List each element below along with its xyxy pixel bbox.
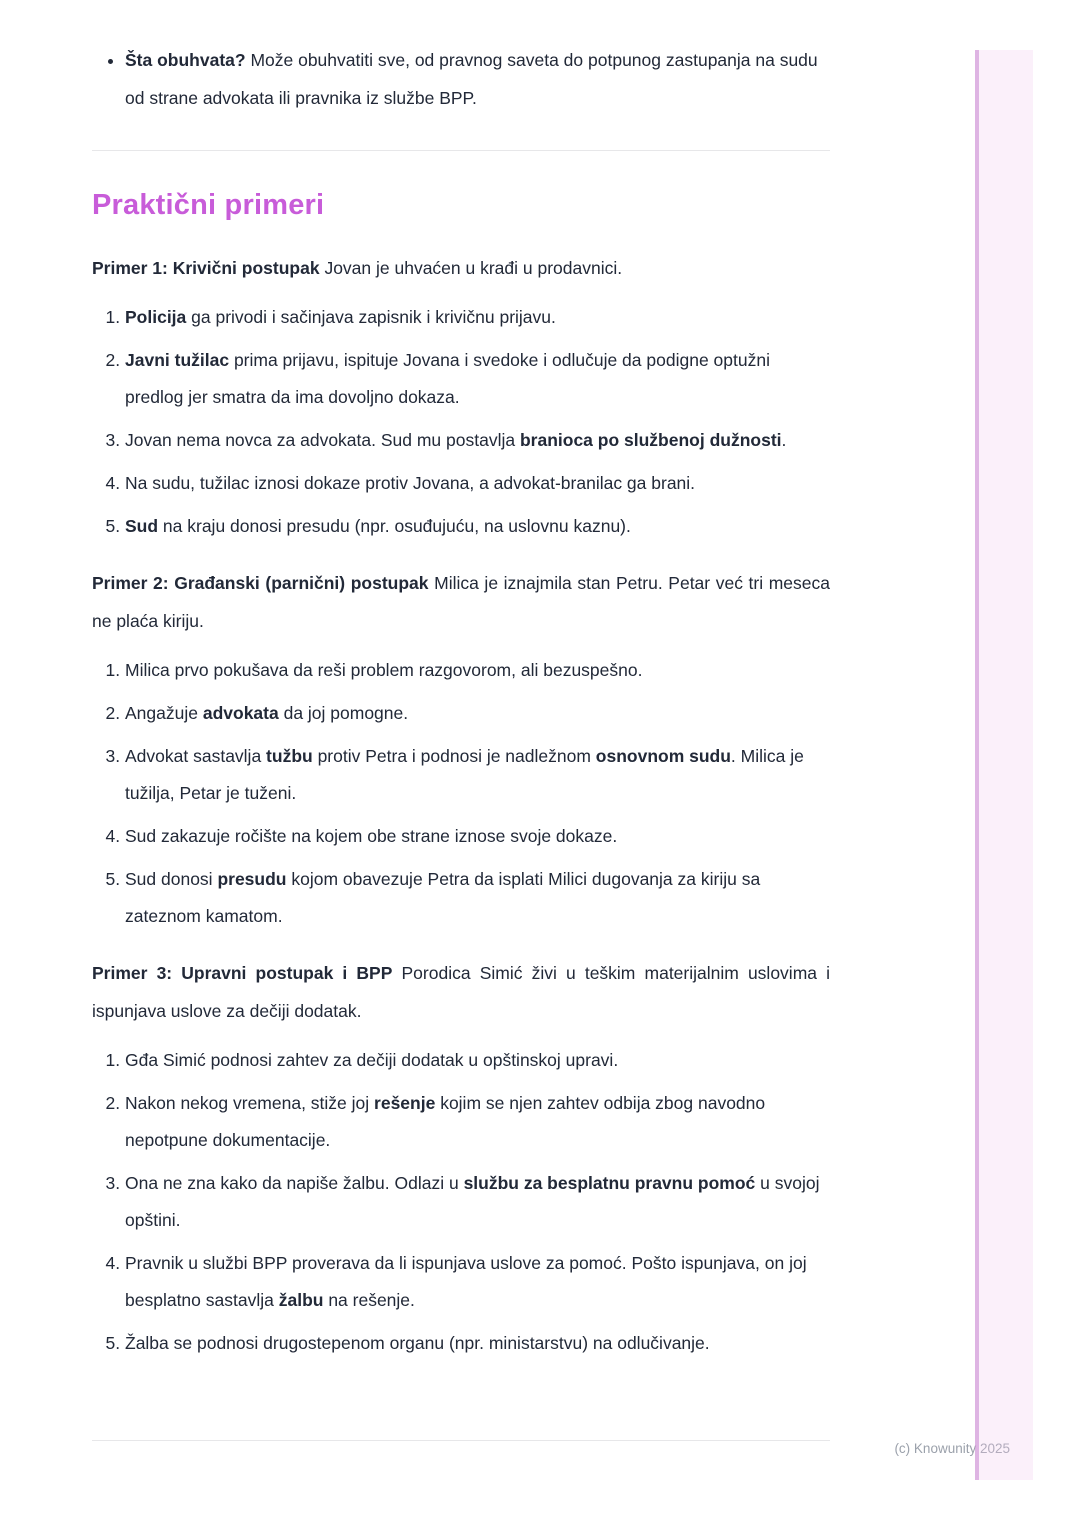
text-segment: Advokat sastavlja	[125, 746, 267, 766]
list-item	[125, 1325, 830, 1362]
bold-segment: rešenje	[374, 1093, 436, 1113]
bold-segment: službu za besplatnu pravnu pomoć	[463, 1173, 756, 1193]
bold-segment: Primer 2: Građanski (parnični) postupak	[92, 573, 429, 593]
text-segment: .	[781, 430, 787, 450]
list-item	[125, 738, 830, 812]
bold-segment: tužbu	[266, 746, 313, 766]
text-segment: na kraju donosi presudu (npr. osuđujuću, na uslovnu kaznu).	[158, 516, 631, 536]
primer-2-intro	[92, 564, 830, 640]
bold-segment: žalbu	[278, 1290, 324, 1310]
bold-segment: Šta obuhvata?	[125, 50, 246, 70]
copyright-text: (c) Knowunity 2025	[894, 1441, 1010, 1456]
bold-segment: Policija	[125, 307, 187, 327]
bold-segment: Primer 1: Krivični postupak	[92, 258, 320, 278]
text-column	[92, 41, 830, 1362]
text-segment: prima prijavu, ispituje Jovana i svedoke i odlučuje da podigne optužni predlog jer smatra da ima dovoljno dokaza.	[125, 350, 770, 407]
text-segment: Pravnik u službi BPP proverava da li ispunjava uslove za pomoć. Pošto ispunjava, on joj besplatno sastavlja	[125, 1253, 807, 1310]
list-item	[125, 818, 830, 855]
text-segment: da joj pomogne.	[278, 703, 409, 723]
list-item	[125, 465, 830, 502]
primer-3-list	[92, 1042, 830, 1362]
section-heading: Praktični primeri	[92, 189, 325, 221]
text-segment: Milica je iznajmila stan Petru. Petar već tri meseca ne plaća kiriju.	[92, 573, 830, 631]
list-item	[125, 1245, 830, 1319]
text-segment: ga privodi i sačinjava zapisnik i krivičnu prijavu.	[186, 307, 556, 327]
list-item	[125, 422, 830, 459]
bold-segment: osnovnom sudu	[595, 746, 731, 766]
list-item	[125, 695, 830, 732]
text-segment: kojim se njen zahtev odbija zbog navodno nepotpune dokumentacije.	[125, 1093, 766, 1150]
intro-bullet-list	[92, 41, 830, 117]
text-segment: Milica prvo pokušava da reši problem razgovorom, ali bezuspešno.	[125, 660, 643, 680]
text-segment: na rešenje.	[323, 1290, 415, 1310]
primer-2-list	[92, 652, 830, 935]
text-segment: Sud zakazuje ročište na kojem obe strane iznose svoje dokaze.	[125, 826, 618, 846]
bullet-item	[125, 41, 830, 117]
text-segment: . Milica je tužilja, Petar je tuženi.	[125, 746, 804, 803]
highlight-bar	[975, 50, 1033, 1480]
bold-segment: Javni tužilac	[125, 350, 230, 370]
list-item	[125, 508, 830, 545]
list-item	[125, 1042, 830, 1079]
footer-divider	[92, 1440, 830, 1441]
primer-1-list	[92, 299, 830, 545]
bold-segment: branioca po službenoj dužnosti	[519, 430, 782, 450]
text-segment: Jovan nema novca za advokata. Sud mu postavlja	[125, 430, 520, 450]
bold-segment: advokata	[202, 703, 279, 723]
text-segment: Jovan je uhvaćen u krađi u prodavnici.	[319, 258, 623, 278]
bold-segment: Primer 3: Upravni postupak i BPP	[92, 963, 393, 983]
list-item	[125, 299, 830, 336]
bold-segment: Sud	[125, 516, 159, 536]
text-segment: Angažuje	[125, 703, 203, 723]
text-segment: Porodica Simić živi u teškim materijalnim uslovima i ispunjava uslove za dečiji dodatak.	[92, 963, 831, 1021]
text-segment: Ona ne zna kako da napiše žalbu. Odlazi u	[125, 1173, 464, 1193]
text-segment: Na sudu, tužilac iznosi dokaze protiv Jovana, a advokat-branilac ga brani.	[125, 473, 696, 493]
list-item	[125, 652, 830, 689]
list-item	[125, 1165, 830, 1239]
text-segment: Gđa Simić podnosi zahtev za dečiji dodatak u opštinskoj upravi.	[125, 1050, 619, 1070]
primer-1-intro	[92, 249, 830, 287]
text-segment: Žalba se podnosi drugostepenom organu (npr. ministarstvu) na odlučivanje.	[125, 1333, 710, 1353]
text-segment: Može obuhvatiti sve, od pravnog saveta do potpunog zastupanja na sudu od strane advokata ili pravnika iz službe BPP.	[125, 50, 818, 108]
primer-3-intro	[92, 954, 830, 1030]
text-segment: Sud donosi	[125, 869, 218, 889]
list-item	[125, 861, 830, 935]
text-segment: protiv Petra i podnosi je nadležnom	[312, 746, 596, 766]
bold-segment: presudu	[217, 869, 287, 889]
list-item	[125, 342, 830, 416]
text-segment: Nakon nekog vremena, stiže joj	[125, 1093, 375, 1113]
list-item	[125, 1085, 830, 1159]
section-divider	[92, 150, 830, 151]
text-segment: u svojoj opštini.	[125, 1173, 820, 1230]
text-segment: kojom obavezuje Petra da isplati Milici dugovanja za kiriju sa zateznom kamatom.	[125, 869, 761, 926]
